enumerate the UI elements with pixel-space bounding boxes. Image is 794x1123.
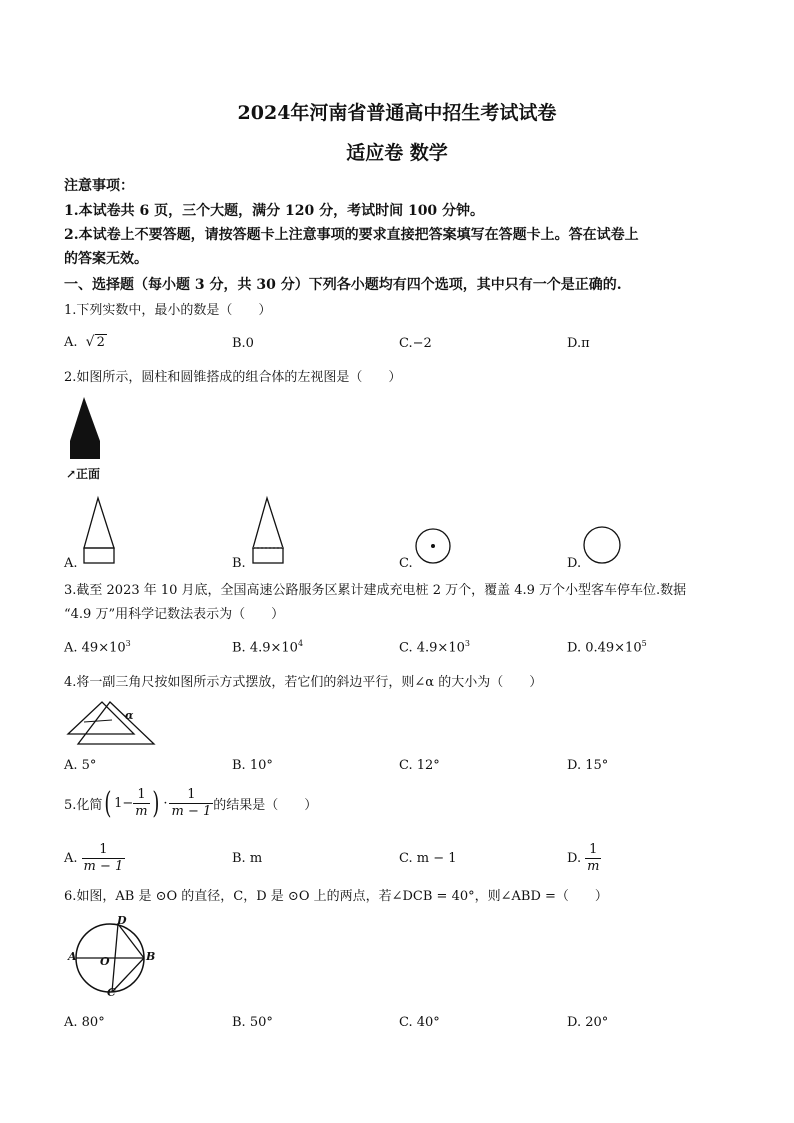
q2-option-c: C. xyxy=(399,556,413,571)
q3-option-c-exponent: 3 xyxy=(464,639,470,648)
notice-item-2-line2: 的答案无效。 xyxy=(64,251,148,267)
q1-option-d: D.π xyxy=(567,336,590,351)
q2-option-a: A. xyxy=(64,556,78,571)
q5-option-a xyxy=(64,842,125,875)
q3-option-a-exponent: 3 xyxy=(125,639,131,648)
q1-option-c: C.−2 xyxy=(399,336,432,351)
q5-option-c: C. m − 1 xyxy=(399,851,457,866)
q1-stem: 1.下列实数中，最小的数是（ ） xyxy=(64,303,272,318)
notice-item-2-line1: 2.本试卷上不要答题，请按答题卡上注意事项的要求直接把答案填写在答题卡上。答在试卷上 xyxy=(64,227,639,243)
q3-option-a-base: A. 49×10 xyxy=(64,640,126,656)
q5-option-b: B. m xyxy=(232,851,263,866)
q5-option-a-fraction xyxy=(82,842,126,875)
q6-option-b: B. 50° xyxy=(232,1015,273,1030)
q3-option-c-base: C. 4.9×10 xyxy=(399,640,465,656)
q6-option-c: C. 40° xyxy=(399,1015,440,1030)
q5-option-d-denominator: m xyxy=(587,859,600,874)
q3-option-d xyxy=(567,639,647,655)
q6-option-d: D. 20° xyxy=(567,1015,609,1030)
q4-option-a: A. 5° xyxy=(64,758,97,773)
front-direction-label: ↗正面 xyxy=(66,467,101,481)
left-paren-icon: ( xyxy=(104,786,112,821)
cone-cylinder-solid-figure xyxy=(64,395,114,470)
q5-option-a-label: A. xyxy=(64,851,78,866)
q4-stem: 4.将一副三角尺按如图所示方式摆放，若它们的斜边平行，则∠α 的大小为（ ） xyxy=(64,675,543,690)
q5-one-minus: 1− xyxy=(114,796,134,811)
exam-title: 2024年河南省普通高中招生考试试卷 xyxy=(237,102,557,124)
q5-option-d-numerator: 1 xyxy=(585,842,601,859)
q5-suffix: 的结果是（ ） xyxy=(213,798,318,813)
q5-fraction-1-numerator: 1 xyxy=(133,787,149,804)
exam-subtitle: 适应卷 数学 xyxy=(346,142,448,164)
point-a-label: A xyxy=(68,950,77,963)
q5-option-d-fraction xyxy=(585,842,601,875)
alpha-angle-label: α xyxy=(125,709,134,722)
q2-stem: 2.如图所示，圆柱和圆锥搭成的组合体的左视图是（ ） xyxy=(64,370,402,385)
notice-heading: 注意事项： xyxy=(64,178,134,194)
q3-option-b-base: B. 4.9×10 xyxy=(232,640,298,656)
q5-stem xyxy=(64,786,317,821)
q1-radicand: 2 xyxy=(96,335,105,350)
q5-fraction-2-numerator: 1 xyxy=(169,787,213,804)
q5-prefix: 5.化简 xyxy=(64,798,103,813)
q3-option-a xyxy=(64,639,131,655)
q5-option-d-label: D. xyxy=(567,851,582,866)
q2-option-d: D. xyxy=(567,556,582,571)
q6-option-a: A. 80° xyxy=(64,1015,105,1030)
q3-stem-line1: 3.截至 2023 年 10 月底，全国高速公路服务区累计建成充电桩 2 万个，覆盖 4.9 万个小型客车停车位.数据 xyxy=(64,583,687,598)
triangle-rulers-figure xyxy=(66,698,158,746)
point-c-label: C xyxy=(107,986,116,999)
q3-option-c xyxy=(399,639,470,655)
right-paren-icon: ) xyxy=(151,786,159,821)
q2-option-a-figure xyxy=(80,496,120,566)
q3-option-d-exponent: 5 xyxy=(641,639,647,648)
q5-fraction-2-denominator: m − 1 xyxy=(171,804,212,819)
q2-option-b: B. xyxy=(232,556,246,571)
q5-fraction-1 xyxy=(133,787,149,820)
q4-option-b: B. 10° xyxy=(232,758,273,773)
point-d-label: D xyxy=(117,914,127,927)
q1-option-a xyxy=(64,334,107,350)
section-1-heading: 一、选择题（每小题 3 分，共 30 分）下列各小题均有四个选项，其中只有一个是正确的. xyxy=(64,277,622,293)
q1-option-b: B.0 xyxy=(232,336,254,351)
q6-stem: 6.如图，AB 是 ⊙O 的直径，C，D 是 ⊙O 上的两点，若∠DCB = 40°，则∠ABD =（ ） xyxy=(64,889,608,904)
q3-option-b xyxy=(232,639,303,655)
q5-dot: · xyxy=(163,796,168,811)
notice-item-1: 1.本试卷共 6 页，三个大题，满分 120 分，考试时间 100 分钟。 xyxy=(64,203,485,219)
q2-option-c-figure xyxy=(414,527,454,567)
center-o-label: O xyxy=(100,955,110,968)
q5-option-a-denominator: m − 1 xyxy=(83,859,124,874)
q5-option-a-numerator: 1 xyxy=(82,842,126,859)
q3-option-b-exponent: 4 xyxy=(297,639,304,648)
q4-option-c: C. 12° xyxy=(399,758,440,773)
point-b-label: B xyxy=(146,950,156,963)
q5-fraction-2 xyxy=(169,787,213,820)
q2-option-b-figure xyxy=(249,496,289,566)
q5-option-d xyxy=(567,842,601,875)
q2-option-d-figure xyxy=(582,525,624,567)
q3-stem-line2: “4.9 万”用科学记数法表示为（ ） xyxy=(64,607,285,622)
q4-option-d: D. 15° xyxy=(567,758,609,773)
sqrt-symbol: √ 2 xyxy=(85,334,105,350)
q3-option-d-base: D. 0.49×10 xyxy=(567,640,642,656)
q1-option-a-label: A. xyxy=(64,335,78,350)
q5-fraction-1-denominator: m xyxy=(135,804,148,819)
